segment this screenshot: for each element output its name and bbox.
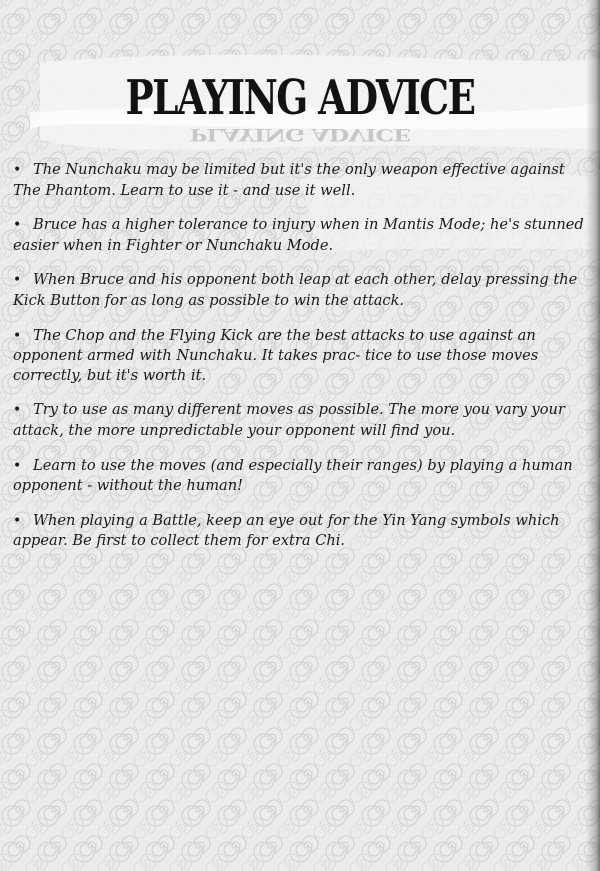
advice-text: Bruce has a higher tolerance to injury when in Mantis Mode; he's stunned easier when in Fighter or Nunchaku Mode. bbox=[13, 216, 584, 254]
advice-text: Learn to use the moves (and especially their ranges) by playing a human opponent - without the human! bbox=[13, 456, 573, 495]
page-title: PLAYING ADVICE bbox=[125, 70, 475, 126]
advice-text: The Nunchaku may be limited but it's the only weapon effective against The Phantom. Learn to use it - and use it well. bbox=[13, 161, 565, 199]
advice-text: When playing a Battle, keep an eye out for the Yin Yang symbols which appear. Be first to collect them for extra Chi. bbox=[13, 511, 560, 550]
advice-item-6 bbox=[13, 456, 589, 496]
bullet-icon: • bbox=[13, 217, 22, 234]
advice-item-3 bbox=[13, 270, 589, 310]
advice-text: When Bruce and his opponent both leap at each other, delay pressing the Kick Button for as long as possible to win the attack. bbox=[13, 271, 578, 309]
advice-item-4 bbox=[13, 326, 589, 386]
advice-list bbox=[13, 160, 589, 566]
advice-item-1 bbox=[13, 160, 589, 200]
advice-item-2 bbox=[13, 215, 589, 255]
title-reflection: PLAYING ADVICE bbox=[189, 124, 411, 144]
bullet-icon: • bbox=[13, 162, 22, 178]
advice-text: Try to use as many different moves as possible. The more you vary your attack, the more unpredictable your opponent will find you. bbox=[13, 401, 565, 439]
bullet-icon: • bbox=[13, 457, 22, 474]
advice-item-5 bbox=[13, 400, 589, 440]
bullet-icon: • bbox=[13, 512, 22, 529]
bullet-icon: • bbox=[13, 272, 22, 289]
bullet-icon: • bbox=[13, 327, 22, 344]
bullet-icon: • bbox=[13, 402, 22, 419]
advice-text: The Chop and the Flying Kick are the best attacks to use against an opponent armed with Nunchaku. It takes prac- tice to use those moves correctly, but it's worth it. bbox=[13, 326, 539, 384]
advice-item-7 bbox=[13, 511, 589, 551]
